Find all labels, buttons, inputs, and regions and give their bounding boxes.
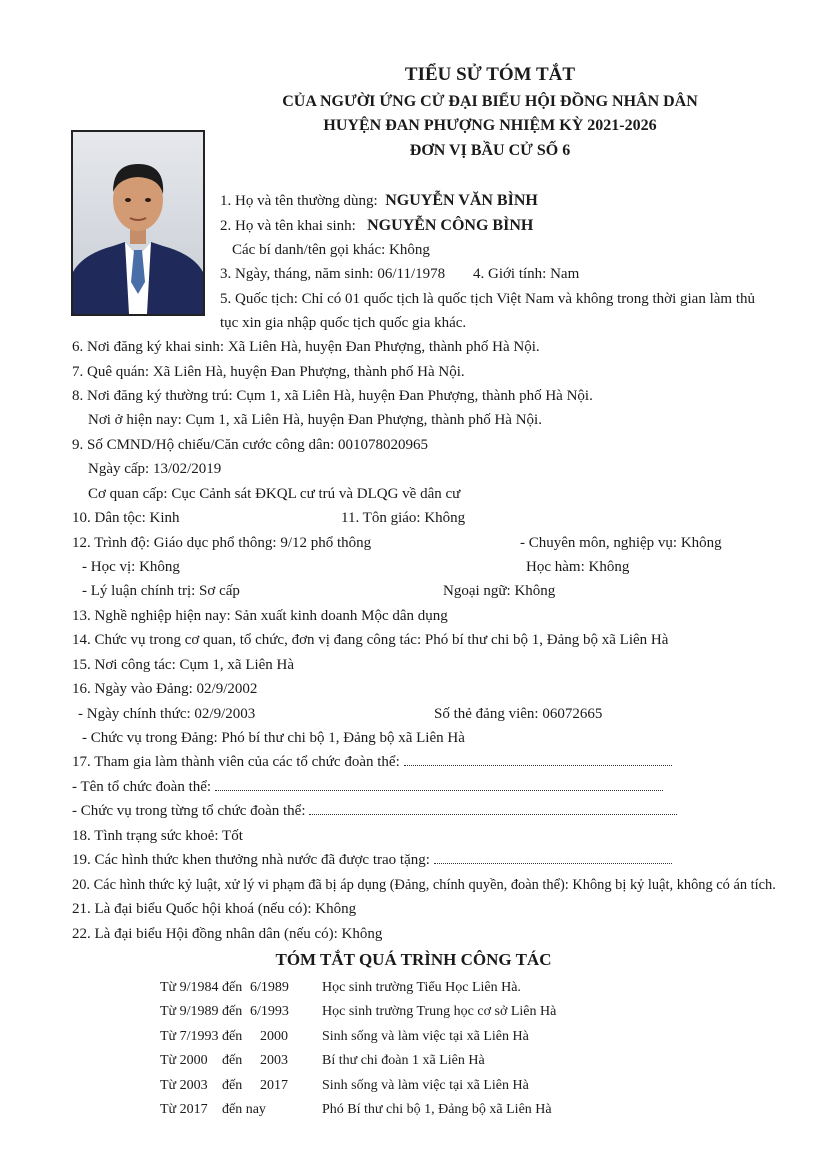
portrait-photo xyxy=(71,130,205,316)
work-from: Từ 2000 xyxy=(160,1053,208,1068)
work-description: Phó Bí thư chi bộ 1, Đảng bộ xã Liên Hà xyxy=(322,1102,552,1117)
work-to: 2017 xyxy=(260,1078,288,1093)
dotted-leader xyxy=(434,851,672,864)
electoral-unit: ĐƠN VỊ BẦU CỬ SỐ 6 xyxy=(409,142,571,159)
work-to-label: đến xyxy=(222,1029,243,1044)
field-party-position: - Chức vụ trong Đảng: Phó bí thư chi bộ 1, Đảng bộ xã Liên Hà xyxy=(82,730,465,746)
field-occupation: 13. Nghề nghiệp hiện nay: Sản xuất kinh doanh Mộc dân dụng xyxy=(72,608,448,624)
field-nationality: 5. Quốc tịch: Chỉ có 01 quốc tịch là quốc tịch Việt Nam và không trong thời gian làm thủ xyxy=(220,291,755,307)
field-id-issuer: Cơ quan cấp: Cục Cảnh sát ĐKQL cư trú và DLQG về dân cư xyxy=(88,486,461,502)
work-to: 6/1993 xyxy=(250,1004,289,1019)
field-id-number: 9. Số CMND/Hộ chiếu/Căn cước công dân: 001078020965 xyxy=(72,437,429,453)
work-to-label: đến xyxy=(222,1078,243,1093)
field-birthdate: 3. Ngày, tháng, năm sinh: 06/11/1978 xyxy=(220,266,446,282)
work-description: Học sinh trường Trung học cơ sở Liên Hà xyxy=(322,1004,557,1019)
work-description: Sinh sống và làm việc tại xã Liên Hà xyxy=(322,1078,529,1093)
portrait-icon xyxy=(73,132,203,314)
field-party-card-number: Số thẻ đảng viên: 06072665 xyxy=(434,706,603,722)
work-description: Học sinh trường Tiểu Học Liên Hà. xyxy=(322,980,521,995)
work-to: 2000 xyxy=(260,1029,288,1044)
field-birth-registration: 6. Nơi đăng ký khai sinh: Xã Liên Hà, huyện Đan Phượng, thành phố Hà Nội. xyxy=(72,339,540,355)
field-health: 18. Tình trạng sức khoẻ: Tốt xyxy=(72,828,243,844)
field-organization-position: - Chức vụ trong từng tổ chức đoàn thể: xyxy=(72,802,677,820)
dotted-leader xyxy=(215,778,663,791)
work-description: Sinh sống và làm việc tại xã Liên Hà xyxy=(322,1029,529,1044)
field-awards: 19. Các hình thức khen thưởng nhà nước đã được trao tặng: xyxy=(72,851,672,869)
field-party-official-date: - Ngày chính thức: 02/9/2003 xyxy=(78,706,256,722)
field-permanent-residence: 8. Nơi đăng ký thường trú: Cụm 1, xã Liên Hà, huyện Đan Phượng, thành phố Hà Nội. xyxy=(72,388,593,404)
document-subtitle: CỦA NGƯỜI ỨNG CỬ ĐẠI BIỂU HỘI ĐỒNG NHÂN DÂN xyxy=(282,93,698,110)
field-common-name: 1. Họ và tên thường dùng: NGUYỄN VĂN BÌNH xyxy=(220,192,538,209)
work-to-label: đến nay xyxy=(222,1102,266,1117)
field-discipline: 20. Các hình thức kỷ luật, xử lý vi phạm đã bị áp dụng (Đảng, chính quyền, đoàn thể): Không bị kỷ luật, không có án tích. xyxy=(72,877,776,893)
field-birth-name: 2. Họ và tên khai sinh: NGUYỄN CÔNG BÌNH xyxy=(220,217,534,234)
field-religion: 11. Tôn giáo: Không xyxy=(341,510,466,526)
work-history-title: TÓM TẮT QUÁ TRÌNH CÔNG TÁC xyxy=(275,950,552,969)
field-profession: - Chuyên môn, nghiệp vụ: Không xyxy=(520,535,722,551)
field-education: 12. Trình độ: Giáo dục phổ thông: 9/12 phổ thông xyxy=(72,535,372,551)
work-from: Từ 7/1993 xyxy=(160,1029,219,1044)
work-to-label: đến xyxy=(222,980,243,995)
field-ethnicity: 10. Dân tộc: Kinh xyxy=(72,510,180,526)
work-description: Bí thư chi đoàn 1 xã Liên Hà xyxy=(322,1053,485,1068)
field-workplace: 15. Nơi công tác: Cụm 1, xã Liên Hà xyxy=(72,657,295,673)
field-id-issue-date: Ngày cấp: 13/02/2019 xyxy=(88,461,222,477)
work-from: Từ 9/1984 xyxy=(160,980,219,995)
field-organizations: 17. Tham gia làm thành viên của các tổ chức đoàn thể: xyxy=(72,753,672,771)
dotted-leader xyxy=(404,753,672,766)
field-foreign-language: Ngoại ngữ: Không xyxy=(443,583,556,599)
field-party-join-date: 16. Ngày vào Đảng: 02/9/2002 xyxy=(72,681,258,697)
field-organization-name: - Tên tổ chức đoàn thể: xyxy=(72,778,663,796)
dotted-leader xyxy=(309,802,677,815)
field-political-theory: - Lý luận chính trị: Sơ cấp xyxy=(82,583,240,599)
work-to-label: đến xyxy=(222,1004,243,1019)
work-to: 2003 xyxy=(260,1053,288,1068)
field-gender: 4. Giới tính: Nam xyxy=(473,266,580,282)
field-academic-degree: - Học vị: Không xyxy=(82,559,180,575)
field-current-position: 14. Chức vụ trong cơ quan, tổ chức, đơn vị đang công tác: Phó bí thư chi bộ 1, Đảng bộ xã Liên Hà xyxy=(72,632,669,648)
field-nationality-cont: tục xin gia nhập quốc tịch quốc gia khác. xyxy=(220,315,467,331)
field-alias: Các bí danh/tên gọi khác: Không xyxy=(232,242,430,258)
common-name-value: NGUYỄN VĂN BÌNH xyxy=(385,192,538,209)
work-to: 6/1989 xyxy=(250,980,289,995)
field-hometown: 7. Quê quán: Xã Liên Hà, huyện Đan Phượng, thành phố Hà Nội. xyxy=(72,364,465,380)
field-national-assembly: 21. Là đại biểu Quốc hội khoá (nếu có): Không xyxy=(72,901,357,917)
field-current-residence: Nơi ở hiện nay: Cụm 1, xã Liên Hà, huyện Đan Phượng, thành phố Hà Nội. xyxy=(88,412,542,428)
work-from: Từ 2017 xyxy=(160,1102,208,1117)
work-from: Từ 9/1989 xyxy=(160,1004,219,1019)
work-from: Từ 2003 xyxy=(160,1078,208,1093)
birth-name-value: NGUYỄN CÔNG BÌNH xyxy=(367,217,534,234)
work-to-label: đến xyxy=(222,1053,243,1068)
district-term: HUYỆN ĐAN PHƯỢNG NHIỆM KỲ 2021-2026 xyxy=(323,117,657,134)
field-peoples-council: 22. Là đại biểu Hội đồng nhân dân (nếu có): Không xyxy=(72,926,383,942)
document-title: TIỂU SỬ TÓM TẮT xyxy=(404,64,576,85)
field-academic-title: Học hàm: Không xyxy=(526,559,630,575)
